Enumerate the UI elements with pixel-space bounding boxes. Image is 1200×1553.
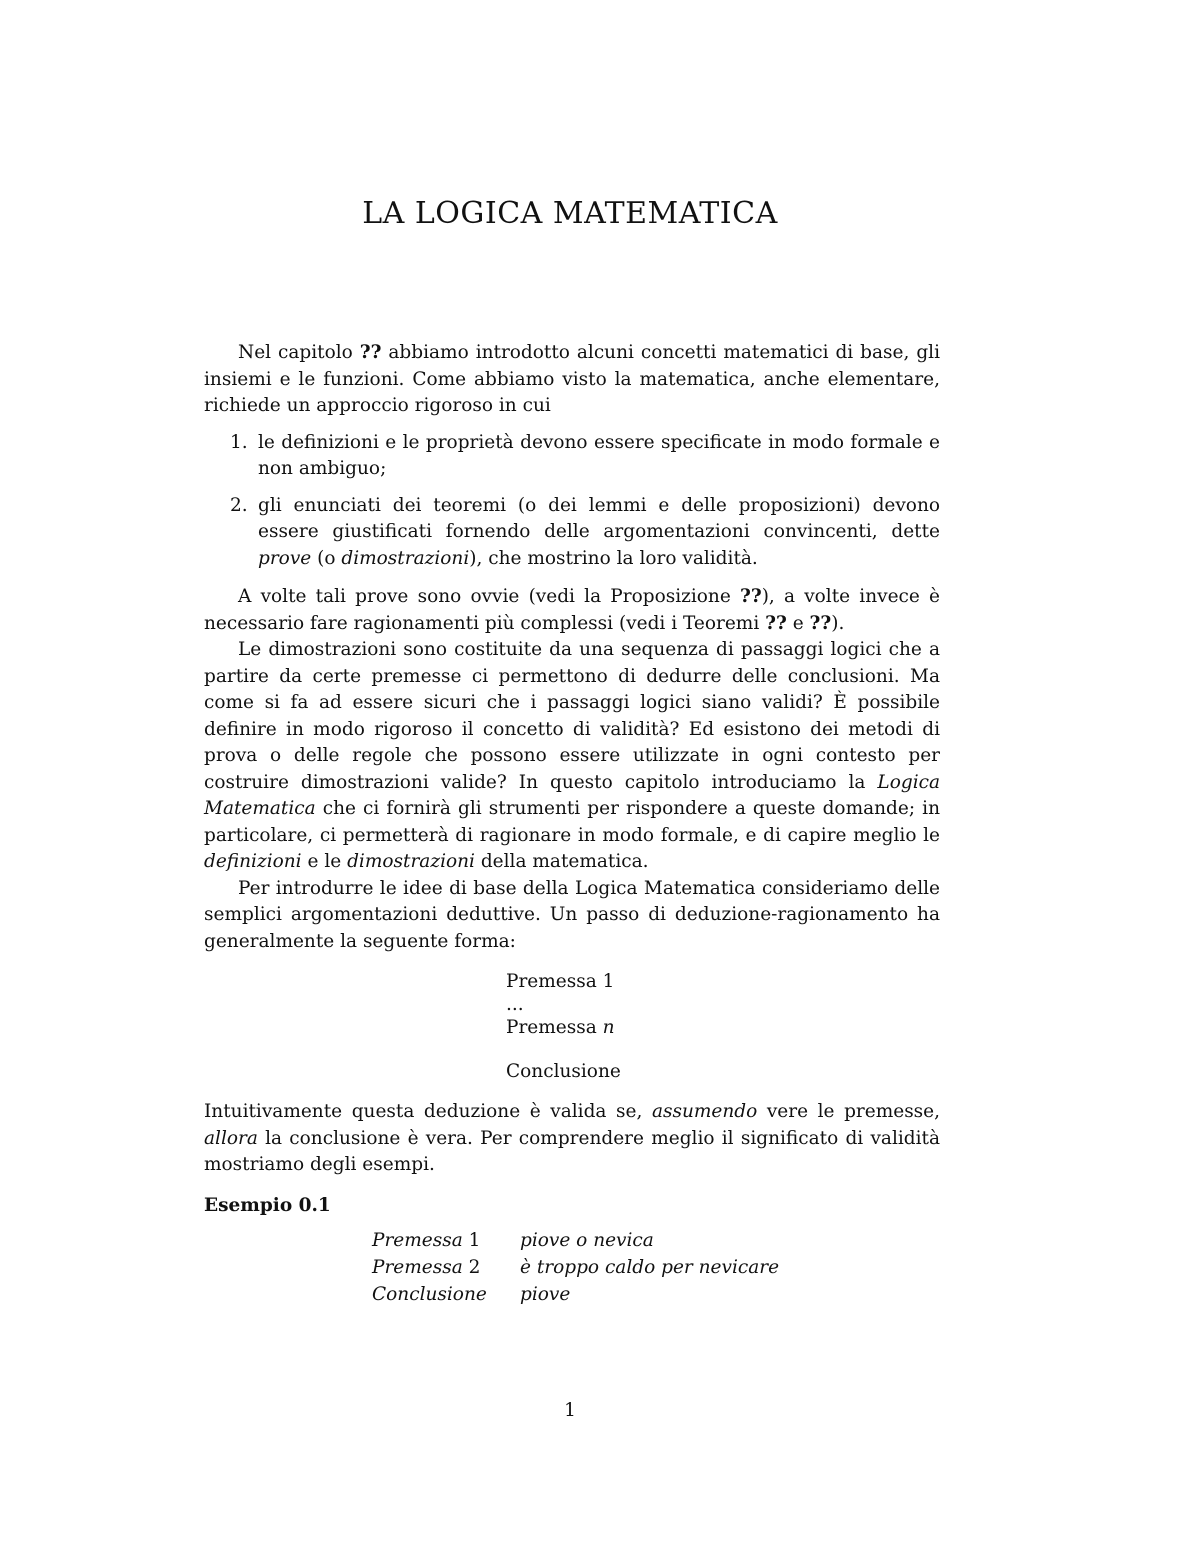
example-content: piove o nevica — [520, 1230, 654, 1251]
example-content: piove — [520, 1284, 571, 1305]
intro-paragraph — [204, 340, 940, 420]
paragraph-text: e le — [301, 851, 348, 872]
paragraph-text: che ci fornirà gli strumenti per rispondere a queste domande; in particolare, ci permetterà di ragionare in modo formale, e di capire meglio le — [204, 798, 940, 846]
term-allora: allora — [204, 1127, 258, 1149]
premise-ellipsis: ... — [506, 994, 524, 1015]
list-item-text: ), che mostrino la loro validità. — [469, 547, 758, 569]
premise-last — [204, 1015, 940, 1041]
logic-intro-paragraph — [204, 637, 940, 876]
paragraph-text: Intuitivamente questa deduzione è valida se, — [204, 1101, 652, 1122]
list-item-number: 2. — [230, 494, 248, 516]
premise-label: Premessa — [506, 1017, 603, 1038]
term-prove: prove — [258, 547, 312, 569]
body-text — [204, 340, 940, 1308]
list-item-text: le definizioni e le proprietà devono essere specificate in modo formale e non ambiguo; — [258, 431, 940, 479]
label-number: 2 — [462, 1257, 481, 1278]
list-item-text: (o — [311, 547, 342, 569]
theorem-reference[interactable]: ?? — [765, 612, 787, 634]
chapter-title: LA LOGICA MATEMATICA — [362, 196, 778, 231]
list-item-number: 1. — [230, 431, 248, 453]
table-row — [372, 1254, 779, 1281]
proofs-paragraph — [204, 584, 940, 637]
label-word: Conclusione — [372, 1284, 487, 1305]
list-item-text: gli enunciati dei teoremi (o dei lemmi e delle proposizioni) devono essere giustificati fornendo delle argomentazioni convincenti, dette — [258, 494, 940, 542]
term-logica-matematica: Logica Matematica — [204, 771, 940, 819]
label-word: Premessa — [372, 1257, 463, 1278]
intro-text-2: abbiamo introdotto alcuni concetti matematici di base, gli insiemi e le funzioni. Come abbiamo visto la matematica, anche elementare, richiede un approccio rigoroso in cui — [204, 342, 941, 416]
deduction-paragraph: Per introdurre le idee di base della Logica Matematica consideriamo delle semplici argomentazioni deduttive. Un passo di deduzione-ragionamento ha generalmente la seguente forma: — [204, 877, 940, 952]
paragraph-text: della matematica. — [474, 851, 649, 872]
example-label — [372, 1254, 520, 1281]
term-assumendo: assumendo — [651, 1101, 758, 1122]
paragraph-text: Le dimostrazioni sono costituite da una sequenza di passaggi logici che a partire da certe premesse ci permettono di dedurre delle conclusioni. Ma come si fa ad essere sicuri che i passaggi logici siano validi? È possibile definire in modo rigoroso il concetto di validità? Ed esistono dei metodi di prova o delle regole che possono essere utilizzate in ogni contesto per costruire dimostrazioni valide? In questo capitolo introduciamo la — [204, 639, 940, 793]
paragraph-text: ). — [831, 612, 845, 634]
theorem-reference[interactable]: ?? — [809, 612, 832, 634]
paragraph-text: ), a volte invece è necessario fare ragionamenti più complessi (vedi i Teoremi — [204, 586, 941, 634]
intro-text-1: Nel capitolo — [238, 342, 360, 363]
term-dimostrazioni: dimostrazioni — [341, 547, 470, 569]
label-word: Premessa — [372, 1230, 463, 1251]
list-item — [204, 493, 940, 573]
validity-paragraph — [204, 1099, 940, 1179]
requirements-list — [204, 430, 940, 573]
proposition-reference[interactable]: ?? — [740, 586, 762, 607]
list-item — [204, 430, 940, 483]
term-definizioni: definizioni — [204, 851, 302, 872]
table-row — [372, 1281, 779, 1308]
paragraph-text: la conclusione è vera. Per comprendere meglio il significato di validità mostriamo degli esempi. — [204, 1127, 940, 1175]
deduction-schema — [204, 969, 940, 1085]
paragraph-text: A volte tali prove sono ovvie (vedi la Proposizione — [238, 586, 740, 607]
chapter-reference[interactable]: ?? — [359, 342, 382, 363]
table-row — [372, 1227, 779, 1254]
paragraph-text: vere le premesse, — [757, 1101, 941, 1122]
conclusion-line: Conclusione — [506, 1061, 621, 1082]
term-dimostrazioni: dimostrazioni — [347, 851, 475, 872]
example-label — [372, 1281, 520, 1308]
example-heading: Esempio 0.1 — [204, 1194, 331, 1216]
example-content: è troppo caldo per nevicare — [520, 1257, 780, 1278]
example-table — [372, 1227, 779, 1308]
label-number: 1 — [462, 1230, 481, 1251]
paragraph-text: e — [786, 612, 810, 634]
page-number: 1 — [564, 1400, 576, 1421]
premise-first: Premessa 1 — [506, 971, 615, 992]
example-label — [372, 1227, 520, 1254]
variable-n: n — [602, 1017, 615, 1038]
